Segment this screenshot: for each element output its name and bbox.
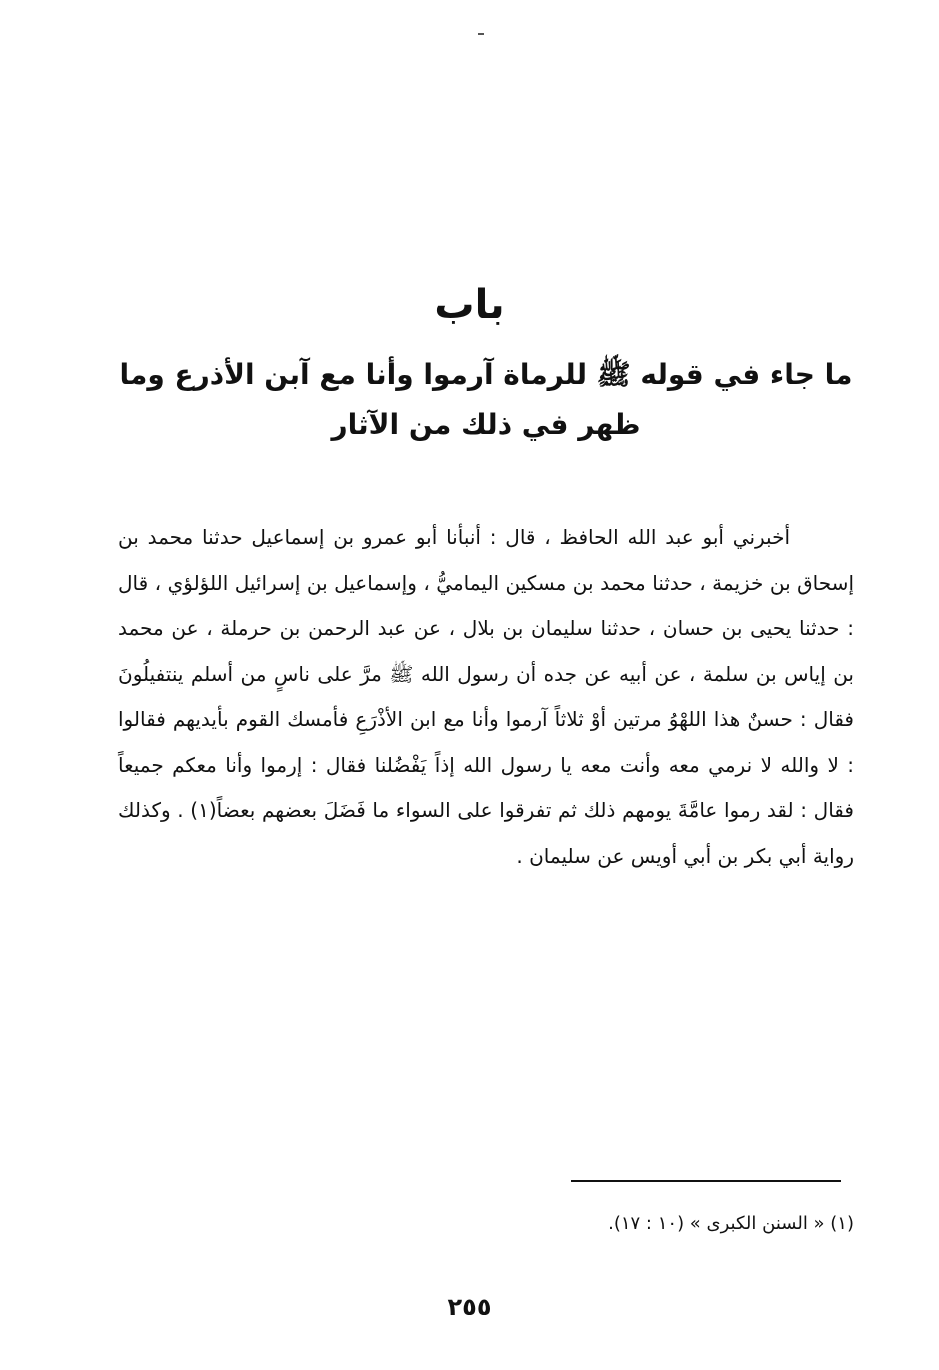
footnote: (١) « السنن الكبرى » (١٠ : ١٧). (608, 1213, 854, 1234)
page-number: ٢٥٥ (447, 1293, 492, 1321)
hadith-paragraph: أخبرني أبو عبد الله الحافظ ، قال : أنبأنا أبو عمرو بن إسماعيل حدثنا محمد بن إسحاق بن خزيمة ، حدثنا محمد بن مسكين اليماميُّ ، وإسماعيل بن إسرائيل اللؤلؤي ، قال : حدثنا يحيى بن حسان ، حدثنا سليمان بن بلال ، عن عبد الرحمن بن حرملة ، عن محمد بن إياس بن سلمة ، عن أبيه عن جده أن رسول الله ﷺ مرَّ على ناسٍ من أسلم ينتفيلُونَ فقال : حسنٌ هذا اللهْوُ مرتين أوْ ثلاثاً آرموا وأنا مع ابن الأذْرَعِ فأمسك القوم بأيديهم فقالوا : لا والله لا نرمي معه وأنت معه يا رسول الله إذاً يَفْضُلنا فقال : إرموا وأنا معكم جميعاً فقال : لقد رموا عامَّةَ يومهم ذلك ثم تفرقوا على السواء ما فَضَلَ بعضهم بعضاً(١) . وكذلك رواية أبي بكر بن أبي أويس عن سليمان . (118, 525, 854, 868)
scan-mark (478, 33, 484, 35)
footnote-divider (571, 1180, 841, 1182)
chapter-heading: باب (434, 282, 505, 328)
chapter-title: ما جاء في قوله ﷺ للرماة آرموا وأنا مع آبن الأذرع وما ظهر في ذلك من الآثار (119, 358, 853, 441)
main-text (118, 515, 854, 879)
